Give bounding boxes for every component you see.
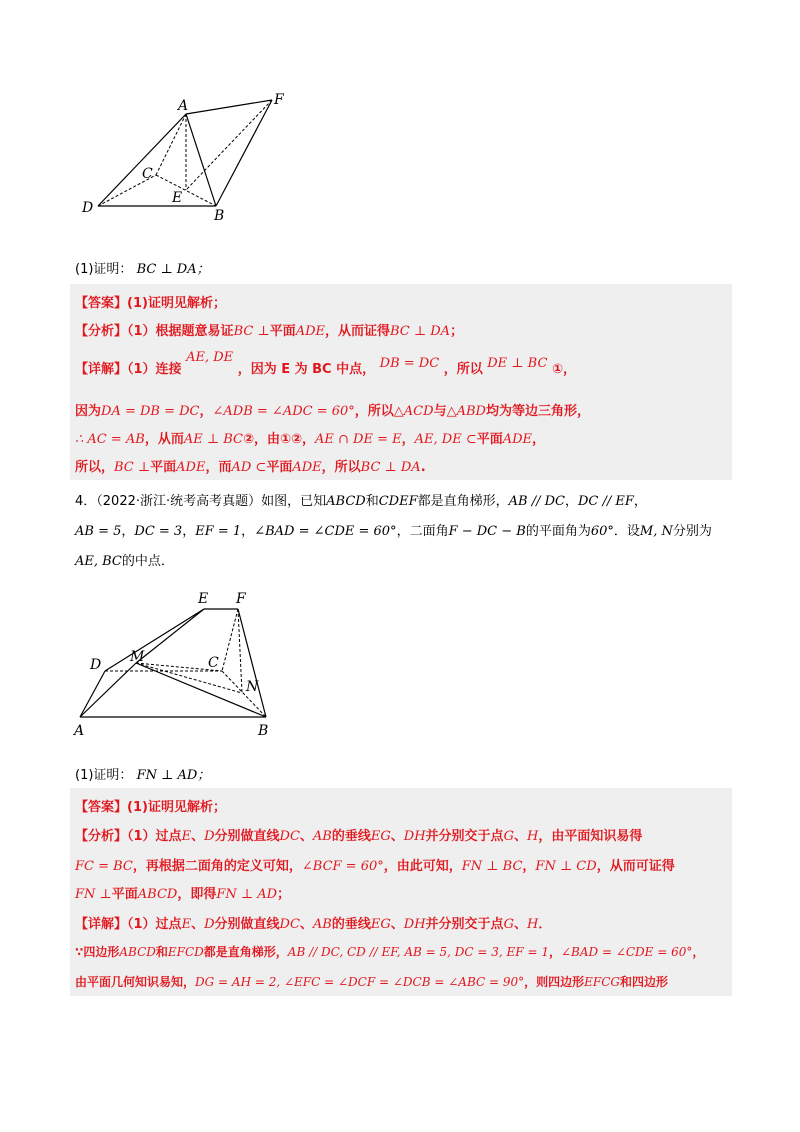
label-E: E xyxy=(198,591,209,607)
q3-answer: 【答案】(1)证明见解析； xyxy=(75,296,226,311)
label-N: N xyxy=(246,679,259,695)
edge-AB xyxy=(186,114,216,206)
label-B: B xyxy=(214,208,225,224)
edge-FE xyxy=(186,100,272,190)
edge-FB xyxy=(216,100,272,206)
q4-sub1: (1)证明： FN ⊥ AD； xyxy=(75,768,211,783)
label-F: F xyxy=(236,591,246,607)
label-D: D xyxy=(90,657,102,673)
q3-analysis: 【分析】（1）根据题意易证BC ⊥平面ADE，从而证得BC ⊥ DA； xyxy=(75,324,464,339)
q3-detail-line4: 所以，BC ⊥平面ADE，而AD ⊂平面ADE，所以BC ⊥ DA. xyxy=(75,460,426,475)
label-F: F xyxy=(274,92,284,108)
q4-stem-line1: 4．（2022·浙江·统考高考真题）如图，已知ABCD和CDEF都是直角梯形，AB // DC，DC // EF， xyxy=(75,494,647,509)
q4-detail-line2: ∵四边形ABCD和EFCD都是直角梯形，AB // DC, CD // EF, AB = 5, DC = 3, EF = 1，∠BAD = ∠CDE = 60°， xyxy=(75,945,705,959)
label-C: C xyxy=(208,655,219,671)
q3-sub1: (1)证明： BC ⊥ DA； xyxy=(75,262,210,277)
edge-ME xyxy=(136,609,204,663)
label-M: M xyxy=(130,649,145,665)
label-B: B xyxy=(258,723,269,739)
edge-FB xyxy=(238,609,266,717)
q4-stem-line2: AB = 5，DC = 3，EF = 1，∠BAD = ∠CDE = 60°，二面角F − DC − B的平面角为60°．设M, N分别为 xyxy=(75,524,712,539)
figure-1-diagram xyxy=(80,90,300,225)
edge-DE xyxy=(105,609,204,671)
q4-analysis-line3: FN ⊥平面ABCD，即得FN ⊥ AD； xyxy=(75,887,291,902)
edge-AF xyxy=(186,100,272,114)
q4-analysis-line1: 【分析】（1）过点E、D分别做直线DC、AB的垂线EG、DH并分别交于点G、H，由平面知识易得 xyxy=(75,829,643,844)
q3-detail-line3: ∴ AC = AB，从而AE ⊥ BC②，由①②，AE ∩ DE = E，AE, DE ⊂平面ADE， xyxy=(75,432,546,447)
label-D: D xyxy=(82,200,94,216)
q4-stem-line3: AE, BC的中点． xyxy=(75,554,174,569)
figure-2-diagram xyxy=(70,585,290,740)
q4-analysis-line2: FC = BC，再根据二面角的定义可知，∠BCF = 60°，由此可知，FN ⊥ BC，FN ⊥ CD，从而可证得 xyxy=(75,859,675,874)
q4-answer: 【答案】(1)证明见解析； xyxy=(75,800,226,815)
q3-detail-line2: 因为DA = DB = DC，∠ADB = ∠ADC = 60°，所以△ACD与△ABD均为等边三角形， xyxy=(75,404,590,419)
edge-AC xyxy=(156,114,186,175)
edge-FC xyxy=(222,609,238,671)
label-E: E xyxy=(172,190,183,206)
q4-detail-line3: 由平面几何知识易知，DG = AH = 2, ∠EFC = ∠DCF = ∠DCB = ∠ABC = 90°，则四边形EFCG和四边形 xyxy=(75,975,669,989)
q3-answer-box xyxy=(70,284,732,480)
edge-CB xyxy=(222,671,266,717)
q3-detail-line1: 【详解】（1）连接 AE, DE ，因为 E 为 BC 中点， DB = DC ，所以 DE ⊥ BC ①， xyxy=(75,350,576,377)
q4-detail-line1: 【详解】（1）过点E、D分别做直线DC、AB的垂线EG、DH并分别交于点G、H． xyxy=(75,917,552,932)
edge-AD xyxy=(80,671,105,717)
label-A: A xyxy=(74,723,85,739)
label-A: A xyxy=(178,98,189,114)
label-C: C xyxy=(142,166,153,182)
edge-MN xyxy=(136,663,242,693)
